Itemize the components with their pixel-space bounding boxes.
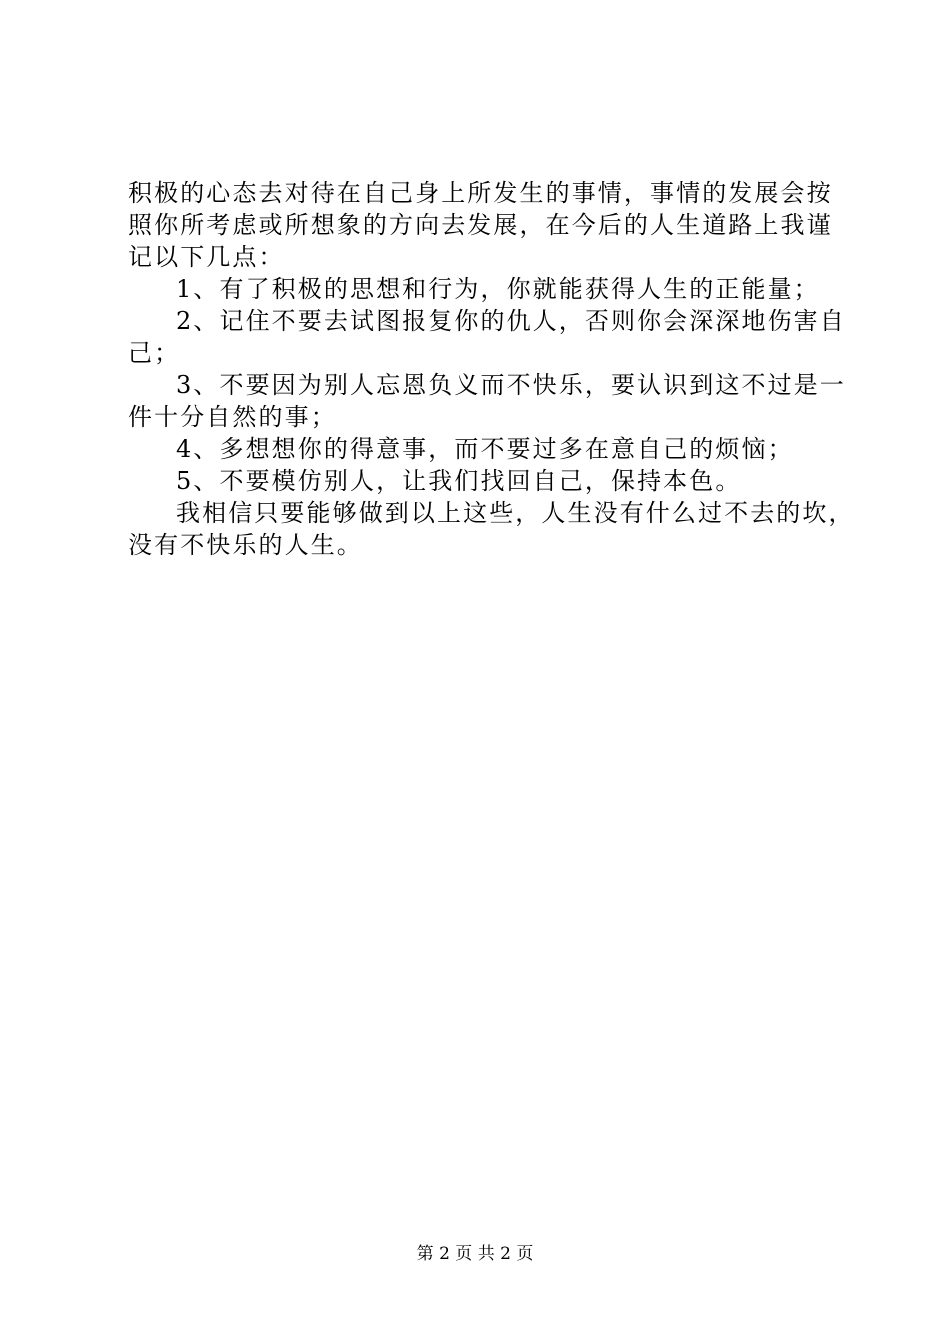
document-body xyxy=(128,177,855,561)
paragraph-line: 照你所考虑或所想象的方向去发展，在今后的人生道路上我谨 xyxy=(128,211,833,239)
list-item-3: 3、不要因为别人忘恩负义而不快乐，要认识到这不过是一 xyxy=(176,371,846,399)
list-item-2-continued: 己； xyxy=(128,339,181,367)
list-item-1: 1、有了积极的思想和行为，你就能获得人生的正能量； xyxy=(176,275,820,303)
list-item-4: 4、多想想你的得意事，而不要过多在意自己的烦恼； xyxy=(176,435,794,463)
paragraph-line: 记以下几点： xyxy=(128,243,285,271)
closing-paragraph: 我相信只要能够做到以上这些，人生没有什么过不去的坎， xyxy=(176,499,855,527)
paragraph-line: 积极的心态去对待在自己身上所发生的事情，事情的发展会按 xyxy=(128,179,833,207)
closing-paragraph-continued: 没有不快乐的人生。 xyxy=(128,531,363,559)
list-item-5: 5、不要模仿别人，让我们找回自己，保持本色。 xyxy=(176,467,742,495)
list-item-2: 2、记住不要去试图报复你的仇人，否则你会深深地伤害自 xyxy=(176,307,846,335)
list-item-3-continued: 件十分自然的事； xyxy=(128,403,337,431)
page-number-footer: 第 2 页 共 2 页 xyxy=(416,1244,534,1264)
